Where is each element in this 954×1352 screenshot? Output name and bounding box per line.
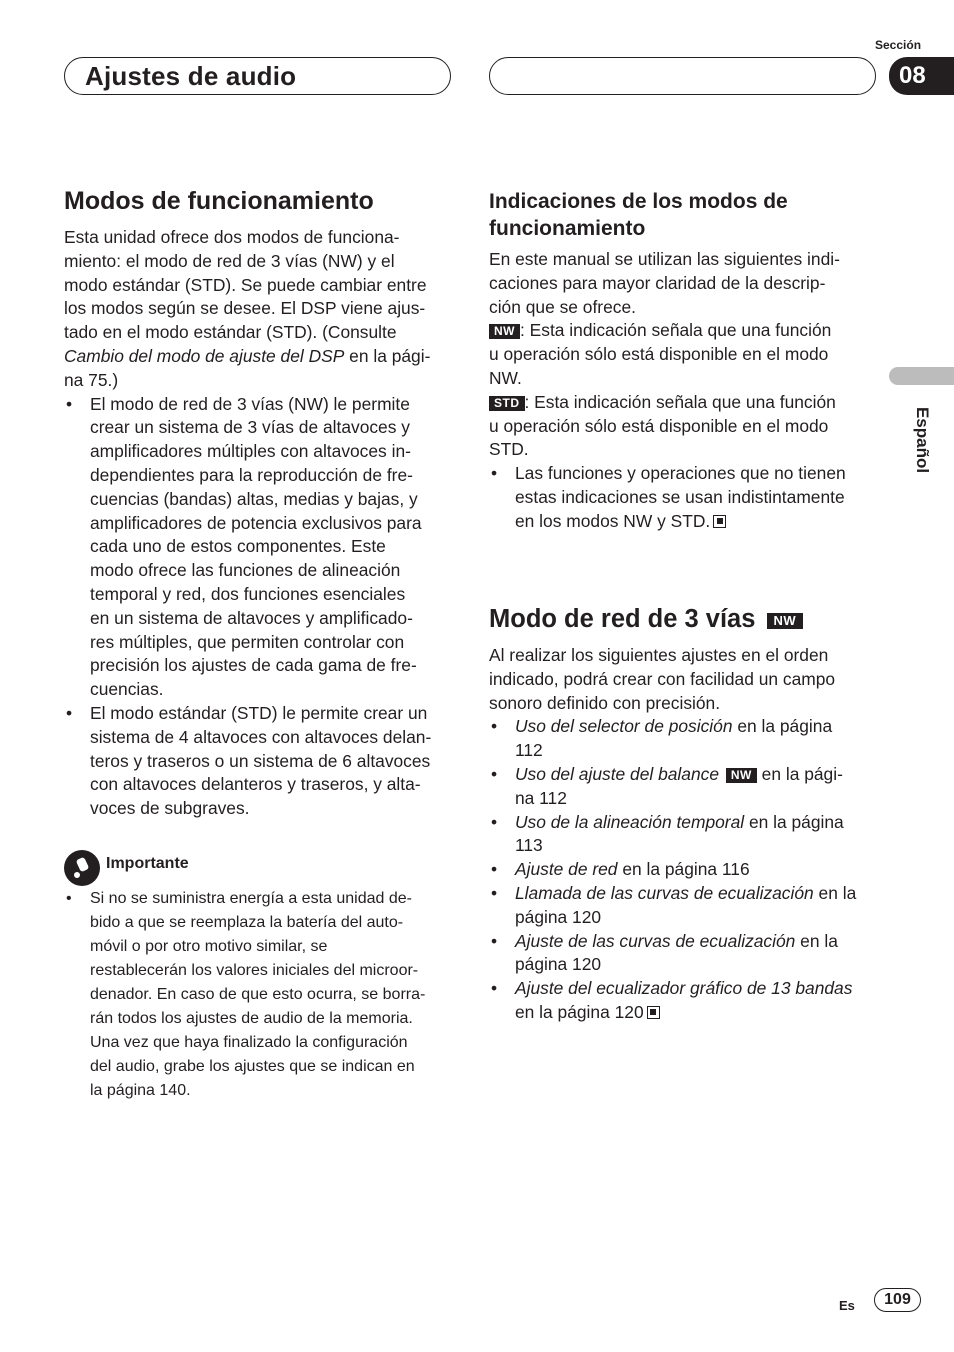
- text-line: teros y traseros o un sistema de 6 altavoces: [90, 750, 431, 771]
- important-item: [64, 887, 456, 1103]
- text-line: denador. En caso de que esto ocurra, se borra-: [90, 986, 426, 1003]
- end-of-section-icon: [647, 1006, 660, 1019]
- heading-line: funcionamiento: [489, 217, 646, 240]
- text-line: El modo de red de 3 vías (NW) le permite: [90, 393, 410, 414]
- text-line: ción que se ofrece.: [489, 296, 636, 317]
- left-column: [64, 186, 456, 821]
- footer-language-code: Es: [839, 1298, 855, 1313]
- text-line: voces de subgraves.: [90, 798, 250, 819]
- language-tab-bar: [889, 367, 954, 385]
- text-line: Las funciones y operaciones que no tienen: [515, 463, 846, 484]
- text-line: precisión los ajustes de cada gama de fre-: [90, 655, 417, 676]
- reference-link: Llamada de las curvas de ecualización: [515, 882, 814, 903]
- nw-indication-paragraph: [489, 319, 881, 390]
- list-item: [489, 977, 881, 1025]
- text-line: en la página 120: [515, 1001, 644, 1022]
- text-line: : Esta indicación señala que una función: [520, 320, 832, 341]
- text-line: sonoro definido con precisión.: [489, 692, 721, 713]
- reference-link: Uso del ajuste del balance: [515, 763, 719, 784]
- text-line: la página 140.: [90, 1082, 191, 1099]
- text-line: en la: [795, 930, 838, 951]
- list-item: [489, 462, 881, 533]
- list-item: [489, 763, 881, 811]
- section-number: 08: [889, 57, 954, 95]
- end-of-section-icon: [713, 515, 726, 528]
- text-line: temporal y red, dos funciones esenciales: [90, 583, 406, 604]
- page-number: 109: [874, 1288, 921, 1312]
- text-line: cuencias (bandas) altas, medias y bajas, y: [90, 488, 418, 509]
- text-line: u operación sólo está disponible en el modo: [489, 344, 829, 365]
- text-line: res múltiples, que permiten controlar con: [90, 631, 405, 652]
- intro-reference: Cambio del modo de ajuste del DSP: [64, 345, 345, 366]
- list-item: [489, 811, 881, 859]
- text-line: amplificadores de potencia exclusivos para: [90, 512, 422, 533]
- intro-line: na 75.): [64, 369, 119, 390]
- section-label: Sección: [875, 38, 922, 52]
- intro-line: los modos según se desee. El DSP viene ajus-: [64, 298, 426, 319]
- nw-badge: NW: [489, 324, 520, 339]
- list-item-std-mode: [64, 702, 456, 821]
- text-line: na 112: [515, 787, 567, 808]
- text-line: u operación sólo está disponible en el modo: [489, 415, 829, 436]
- list-item-nw-mode: [64, 393, 456, 702]
- important-note: [64, 887, 456, 1103]
- modes-list: [64, 393, 456, 821]
- list-item: [489, 858, 881, 882]
- text-line: con altavoces delanteros y traseros, y alta-: [90, 774, 421, 795]
- reference-link: Uso del selector de posición: [515, 716, 733, 737]
- intro-line: miento: el modo de red de 3 vías (NW) y el: [64, 250, 395, 271]
- text-line: estas indicaciones se usan indistintamente: [515, 486, 845, 507]
- text-line: restablecerán los valores iniciales del microor-: [90, 962, 419, 979]
- text-line: dependientes para la reproducción de fre-: [90, 464, 413, 485]
- settings-order-list: [489, 715, 881, 1024]
- text-line: Una vez que haya finalizado la configuración: [90, 1034, 408, 1051]
- indications-paragraph: [489, 248, 881, 319]
- text-line: sistema de 4 altavoces con altavoces delan-: [90, 726, 432, 747]
- right-column-lower: [489, 604, 881, 1025]
- text-line: en la página: [732, 716, 833, 737]
- text-line: En este manual se utilizan las siguientes indi-: [489, 249, 840, 269]
- heading-line: Indicaciones de los modos de: [489, 190, 788, 213]
- text-line: página 120: [515, 906, 602, 927]
- text-line: cada uno de estos componentes. Este: [90, 536, 386, 557]
- header-empty-banner: [489, 57, 876, 95]
- text-line: modo ofrece las funciones de alineación: [90, 560, 401, 581]
- heading-3way-network-mode: [489, 604, 881, 634]
- heading-mode-indications: [489, 188, 881, 242]
- text-line: El modo estándar (STD) le permite crear un: [90, 702, 428, 723]
- important-title: Importante: [106, 855, 189, 872]
- text-line: crear un sistema de 3 vías de altavoces y: [90, 417, 410, 438]
- text-line: rán todos los ajustes de audio de la memoria.: [90, 1010, 413, 1027]
- reference-link: Uso de la alineación temporal: [515, 811, 745, 832]
- list-item: [489, 715, 881, 763]
- intro-line: en la pági-: [344, 345, 431, 366]
- text-line: página 120: [515, 954, 602, 975]
- reference-link: Ajuste de las curvas de ecualización: [515, 930, 796, 951]
- text-line: bido a que se reemplaza la batería del auto-: [90, 914, 404, 931]
- nw-badge: NW: [726, 768, 757, 783]
- text-line: indicado, podrá crear con facilidad un campo: [489, 668, 836, 689]
- list-item: [489, 882, 881, 930]
- section-title: Ajustes de audio: [85, 61, 297, 91]
- text-line: en los modos NW y STD.: [515, 510, 711, 531]
- text-line: del audio, grabe los ajustes que se indican en: [90, 1058, 415, 1075]
- important-list: [64, 887, 456, 1103]
- text-line: STD.: [489, 439, 529, 460]
- network-mode-paragraph: [489, 644, 881, 715]
- text-line: NW.: [489, 367, 522, 388]
- heading-text: Modo de red de 3 vías: [489, 605, 756, 633]
- text-line: 112: [515, 740, 543, 761]
- intro-line: tado en el modo estándar (STD). (Consulte: [64, 322, 397, 343]
- text-line: : Esta indicación señala que una función: [524, 391, 836, 412]
- text-line: en la página: [744, 811, 844, 832]
- intro-paragraph: [64, 226, 456, 393]
- language-tab-label: Español: [913, 406, 932, 474]
- right-column: [489, 188, 881, 534]
- text-line: Si no se suministra energía a esta unidad de-: [90, 890, 412, 907]
- reference-link: Ajuste del ecualizador gráfico de 13 bandas: [515, 978, 853, 999]
- text-line: cuencias.: [90, 679, 164, 700]
- text-line: en un sistema de altavoces y amplificado-: [90, 607, 413, 628]
- text-line: Al realizar los siguientes ajustes en el orden: [489, 645, 829, 665]
- reference-link: Ajuste de red: [515, 859, 618, 880]
- important-icon: [64, 850, 100, 886]
- text-line: 113: [515, 835, 543, 856]
- std-badge: STD: [489, 396, 525, 411]
- text-line: móvil o por otro motivo similar, se: [90, 938, 328, 955]
- heading-operating-modes: Modos de funcionamiento: [64, 187, 374, 215]
- intro-line: Esta unidad ofrece dos modos de funciona-: [64, 227, 400, 247]
- section-title-banner: [64, 57, 451, 95]
- text-line: en la página 116: [617, 859, 750, 880]
- intro-line: modo estándar (STD). Se puede cambiar entre: [64, 274, 427, 295]
- nw-badge: NW: [767, 613, 804, 629]
- list-item: [489, 930, 881, 978]
- text-line: amplificadores múltiples con altavoces in-: [90, 441, 411, 462]
- text-line: en la pági-: [756, 763, 843, 784]
- std-indication-paragraph: [489, 391, 881, 462]
- text-line: caciones para mayor claridad de la descrip-: [489, 272, 826, 293]
- indications-note-list: [489, 462, 881, 533]
- text-line: en la: [813, 882, 857, 903]
